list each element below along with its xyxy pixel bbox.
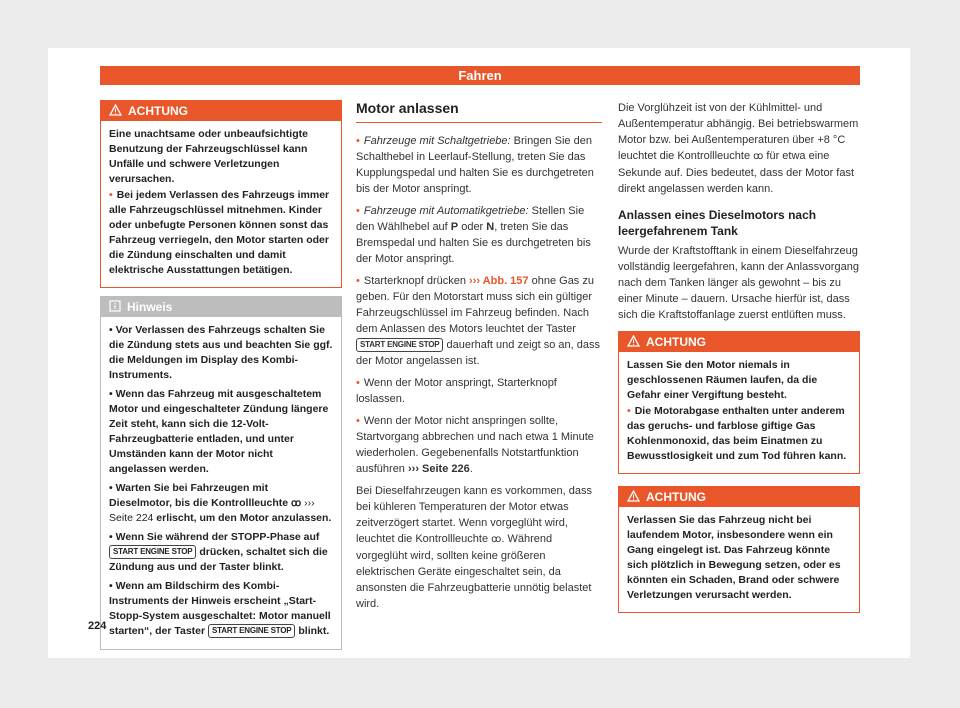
note-bullet-1: • Vor Verlassen des Fahrzeugs schalten Sie die Zündung stets aus und beachten Sie ggf. die Meldungen im Display des Kombi-Instruments.	[109, 324, 333, 381]
figure-ref-link[interactable]: ››› Abb. 157	[469, 275, 529, 287]
warning-title: ACHTUNG	[646, 335, 706, 349]
warning-title: ACHTUNG	[646, 490, 706, 504]
warning-triangle-icon	[627, 335, 640, 350]
subsection-title: Anlassen eines Dieselmotors nach leergefahrenem Tank	[618, 208, 817, 238]
start-engine-stop-key: START ENGINE STOP	[109, 545, 196, 559]
start-engine-stop-key: START ENGINE STOP	[208, 624, 295, 638]
diesel-paragraph: Bei Dieselfahrzeugen kann es vorkommen, dass bei kühleren Temperaturen der Motor etwas zeitverzögert startet. Wenn vorgeglüht wird, leuchtet die Kontrollleuchte ꝏ. Während vorgeglüht wird, sollten keine größeren elektrischen Geräte eingeschaltet sein, da ansonsten die Fahrzeugbatterie unnötig belastet wird.	[356, 485, 593, 610]
note-bullet-3: • Warten Sie bei Fahrzeugen mit Dieselmotor, bis die Kontrollleuchte ꝏ ››› Seite 224 erlischt, um den Motor anzulassen.	[109, 482, 332, 524]
note-bullet-5: • Wenn am Bildschirm des Kombi-Instruments der Hinweis erscheint „Start-Stopp-System ausgeschaltet: Motor manuell starten“, der Taster START ENGINE STOP blinkt.	[109, 580, 331, 637]
page-number: 224	[88, 620, 107, 632]
warning-box-exhaust	[618, 331, 860, 474]
glow-plug-icon: ꝏ	[491, 534, 502, 545]
note-header	[101, 297, 341, 317]
warning-header	[619, 487, 859, 507]
warning-bullet: • Bei jedem Verlassen des Fahrzeugs immer alle Fahrzeugschlüssel mitnehmen. Kinder oder unbefugte Personen können sonst das Fahrzeug verriegeln, den Motor starten oder die Zündung einschalten und damit elektrische Ausstattungen betätigen.	[109, 189, 330, 276]
empty-tank-paragraph: Wurde der Kraftstofftank in einem Dieselfahrzeug vollständig leergefahren, kann der Anlassvorgang nach dem Tanken länger als gewohnt – bis zu einer Minute – dauern. Ursache hierfür ist, dass sich die Kraftstoffanlage zuerst entlüften muss.	[618, 245, 859, 321]
manual-gearbox-paragraph: • Fahrzeuge mit Schaltgetriebe: Bringen Sie den Schalthebel in Leerlauf-Stellung, treten Sie das Kupplungspedal und halten Sie es durchgetreten bis der Motor anspringt.	[356, 135, 594, 195]
note-title: Hinweis	[127, 300, 173, 314]
release-paragraph: • Wenn der Motor anspringt, Starterknopf loslassen.	[356, 377, 557, 405]
warning-box-keys	[100, 100, 342, 288]
chapter-header: Fahren	[100, 66, 860, 85]
retry-paragraph: • Wenn der Motor nicht anspringen sollte, Startvorgang abbrechen und nach etwa 1 Minute wiederholen. Gegebenenfalls Notstartfunktion ausführen ››› Seite 226.	[356, 415, 594, 475]
glow-plug-icon: ꝏ	[291, 498, 302, 509]
column-left	[100, 100, 342, 650]
note-bullet-2: • Wenn das Fahrzeug mit ausgeschaltetem Motor und eingeschalteter Zündung längere Zeit steht, kann sich die 12-Volt-Fahrzeugbatterie entladen, und unter Umständen kann der Motor nicht angelassen werden.	[109, 388, 329, 475]
warning-bullet: • Die Motorabgase enthalten unter anderem das geruchs- und farblose giftige Gas Kohlenmonoxid, das beim Einatmen zu Bewusstlosigkeit und zum Tod führen kann.	[627, 405, 847, 462]
warning-header	[101, 101, 341, 121]
start-engine-stop-key: START ENGINE STOP	[356, 338, 443, 352]
page-ref-link[interactable]: ››› Seite 226	[408, 463, 470, 475]
info-icon	[109, 300, 121, 315]
section-title: Motor anlassen	[356, 100, 602, 123]
warning-triangle-icon	[627, 490, 640, 505]
warning-intro: Eine unachtsame oder unbeaufsichtigte Benutzung der Fahrzeugschlüssel kann Unfälle und schwere Verletzungen verursachen.	[109, 128, 308, 185]
column-middle	[356, 100, 602, 618]
warning-intro: Lassen Sie den Motor niemals in geschlossenen Räumen laufen, da die Gefahr einer Vergiftung besteht.	[627, 359, 818, 401]
warning-header	[619, 332, 859, 352]
start-button-paragraph: • Starterknopf drücken ››› Abb. 157 ohne Gas zu geben. Für den Motorstart muss sich ein gültiger Fahrzeugschlüssel im Fahrzeug befinden. Nach dem Anlassen des Motors leuchtet der Taster START ENGINE STOP dauerhaft und zeigt so an, dass der Motor angelassen ist.	[356, 275, 600, 367]
warning-box-running-engine	[618, 486, 860, 613]
column-right	[618, 100, 860, 613]
warning-text: Verlassen Sie das Fahrzeug nicht bei laufendem Motor, insbesondere wenn ein Gang eingelegt ist. Das Fahrzeug könnte sich plötzlich in Bewegung setzen, oder es könnten ein Schaden, Brand oder schwere Verletzungen verursacht werden.	[627, 514, 841, 601]
warning-triangle-icon	[109, 104, 122, 119]
preglow-paragraph: Die Vorglühzeit ist von der Kühlmittel- und Außentemperatur abhängig. Bei betriebswarmem Motor bzw. bei Außentemperaturen über +8 °C leuchtet die Kontrollleuchte ꝏ für etwa eine Sekunde auf. Dies bedeutet, dass der Motor fast direkt angelassen werden kann.	[618, 102, 859, 195]
glow-plug-icon: ꝏ	[753, 151, 764, 162]
note-bullet-4: • Wenn Sie während der STOPP-Phase auf START ENGINE STOP drücken, schaltet sich die Zündung aus und der Taster blinkt.	[109, 531, 328, 573]
page-ref-link[interactable]: ››› Seite 224	[109, 497, 315, 524]
warning-title: ACHTUNG	[128, 104, 188, 118]
note-box	[100, 296, 342, 650]
automatic-gearbox-paragraph: • Fahrzeuge mit Automatikgetriebe: Stellen Sie den Wählhebel auf P oder N, treten Sie das Bremspedal und halten Sie es durchgetreten bis der Motor anspringt.	[356, 205, 591, 265]
